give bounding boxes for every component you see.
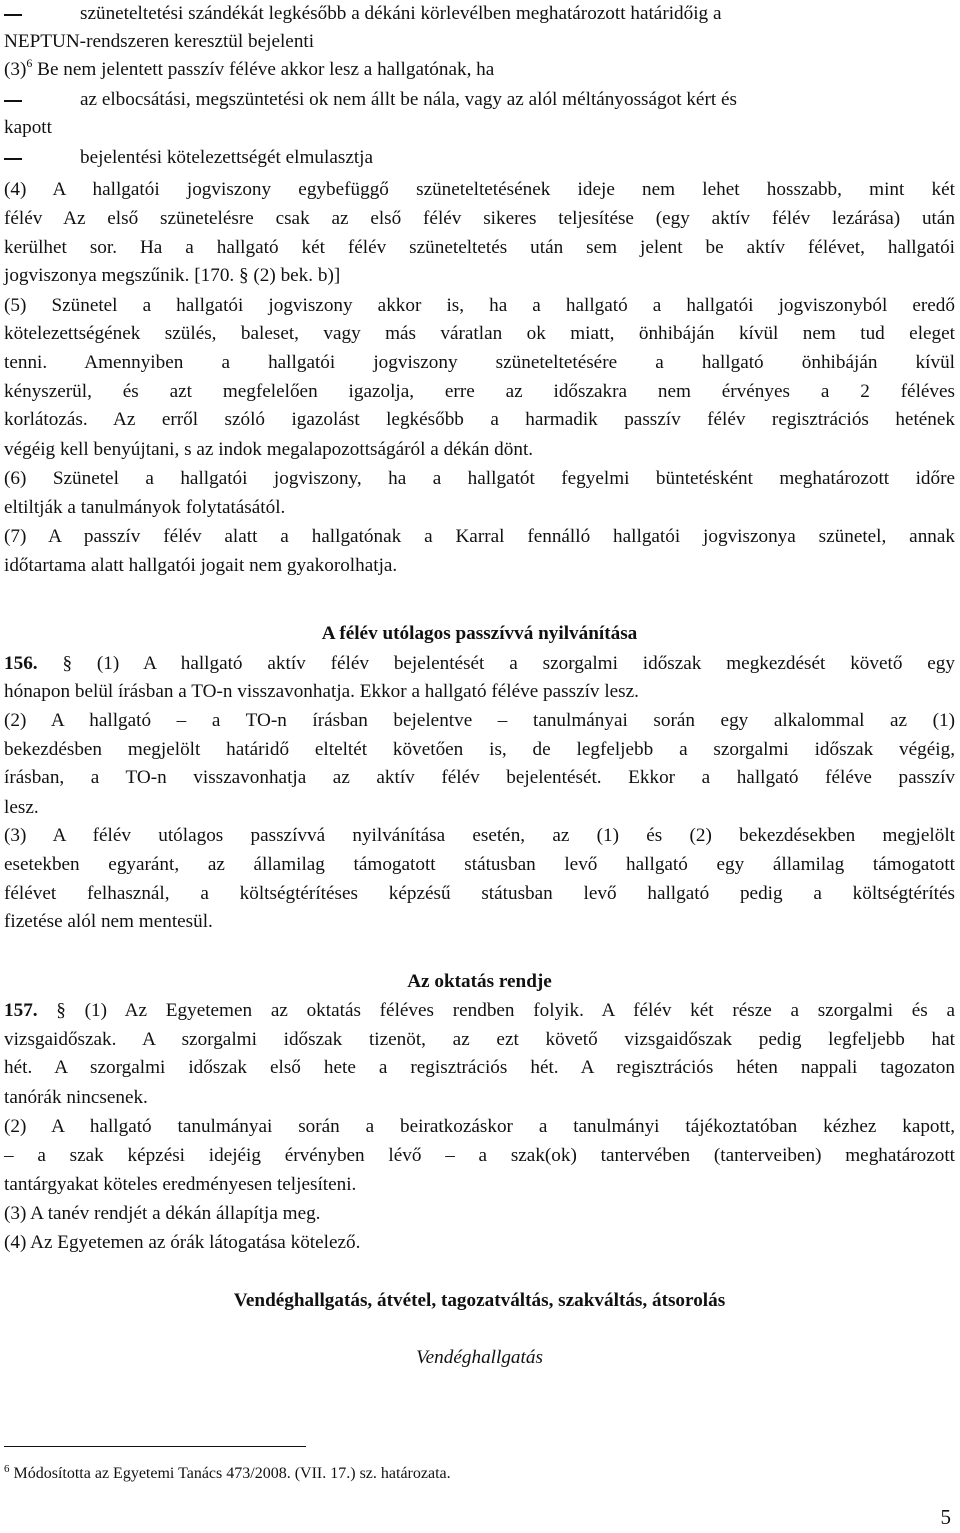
- document-page: [4, 0, 955, 1533]
- text-line: [4, 205, 955, 234]
- line-text: (6) Szünetel a hallgatói jogviszony, ha a hallgatót fegyelmi büntetésként meghatározott időre: [4, 468, 955, 489]
- line-text: végéig kell benyújtani, s az indok megalapozottságáról a dékán dönt.: [4, 439, 534, 460]
- section-number: 157.: [4, 1000, 38, 1021]
- text-line: [4, 1229, 955, 1258]
- line-text: Vendéghallgatás, átvétel, tagozatváltás, szakváltás, átsorolás: [233, 1290, 726, 1311]
- page-number: 5: [940, 1505, 951, 1529]
- line-text: tantárgyakat köteles eredményesen teljesíteni.: [4, 1174, 357, 1195]
- text-line: [4, 1026, 955, 1055]
- line-text: hónapon belül írásban a TO-n visszavonhatja. Ekkor a hallgató féléve passzív lesz.: [4, 681, 639, 702]
- footnote-separator: [4, 1446, 306, 1447]
- text-line: [4, 320, 955, 349]
- text-line: [4, 707, 955, 736]
- text-line: [4, 552, 955, 581]
- text-line: [4, 794, 955, 823]
- line-text: időtartama alatt hallgatói jogait nem gyakorolhatja.: [4, 555, 398, 576]
- line-text: Be nem jelentett passzív féléve akkor lesz a hallgatónak, ha: [32, 59, 495, 80]
- text-line: [4, 851, 955, 880]
- line-text: esetekben egyaránt, az államilag támogatott státusban levő hallgató egy államilag támogatott: [4, 854, 955, 875]
- line-text: (4) Az Egyetemen az órák látogatása kötelező.: [4, 1232, 361, 1253]
- line-text: (2) A hallgató – a TO-n írásban bejelentve – tanulmányai során egy alkalommal az (1): [4, 710, 955, 731]
- line-text: jogviszonya megszűnik. [170. § (2) bek. b)]: [4, 265, 341, 286]
- line-text: (2) A hallgató tanulmányai során a beiratkozáskor a tanulmányi tájékoztatóban kézhez kapott,: [4, 1116, 955, 1137]
- line-text: (5) Szünetel a hallgatói jogviszony akkor is, ha a hallgató a hallgatói jogviszonyból eredő: [4, 295, 955, 316]
- line-text: bekezdésben megjelölt határidő elteltét követően is, de legfeljebb a szorgalmi időszak végéig,: [4, 739, 955, 760]
- line-text: bejelentési kötelezettségét elmulasztja: [80, 147, 374, 168]
- text-line: [4, 349, 955, 378]
- line-text: (7) A passzív félév alatt a hallgatónak a Karral fennálló hallgatói jogviszonya szünetel, annak: [4, 526, 955, 547]
- line-text: NEPTUN-rendszeren keresztül bejelenti: [4, 31, 315, 52]
- paragraph-number: (3): [4, 59, 27, 80]
- footnote-reference[interactable]: 6: [26, 56, 33, 70]
- footnote-mark: 6: [4, 1463, 10, 1475]
- line-text: hét. A szorgalmi időszak első hete a regisztrációs hét. A regisztrációs héten nappali tagozaton: [4, 1057, 955, 1078]
- text-line: [4, 378, 955, 407]
- text-line: [4, 114, 955, 143]
- text-line: [4, 736, 955, 765]
- text-line: [4, 822, 955, 851]
- section-number: 156.: [4, 653, 38, 674]
- indented-text: [80, 86, 955, 115]
- line-text: – a szak képzési idejéig érvényben lévő – a szak(ok) tantervében (tanterveiben) meghatározott: [4, 1145, 955, 1166]
- indented-text: [80, 144, 955, 173]
- text-line: [4, 650, 955, 679]
- text-line: [4, 56, 955, 86]
- line-text: § (1) Az Egyetemen az oktatás féléves rendben folyik. A félév két része a szorgalmi és a: [37, 1000, 955, 1021]
- text-line: [4, 494, 955, 523]
- line-text: A félév utólagos passzívvá nyilvánítása: [321, 623, 638, 644]
- text-line: [4, 1200, 955, 1229]
- dash-bullet: [4, 14, 22, 16]
- line-text: tanórák nincsenek.: [4, 1087, 148, 1108]
- text-line: [4, 1142, 955, 1171]
- line-text: (4) A hallgatói jogviszony egybefüggő szüneteltetésének ideje nem lehet hosszabb, mint két: [4, 179, 955, 200]
- line-text: írásban, a TO-n visszavonhatja az aktív félév bejelentését. Ekkor a hallgató féléve passzív: [4, 767, 955, 788]
- text-line: [4, 406, 955, 435]
- line-text: Vendéghallgatás: [416, 1347, 543, 1368]
- text-line: [4, 176, 955, 205]
- line-text: lesz.: [4, 797, 39, 818]
- line-text: kerülhet sor. Ha a hallgató két félév szüneteltetés után sem jelent be aktív félévet, hallgatói: [4, 237, 955, 258]
- line-text: kapott: [4, 117, 52, 138]
- text-line: [4, 880, 955, 909]
- line-text: szüneteltetési szándékát legkésőbb a dékáni körlevélben meghatározott határidőig a: [80, 3, 722, 24]
- line-text: kötelezettségének szülés, baleset, vagy más váratlan ok miatt, önhibáján kívül nem tud eleget: [4, 323, 955, 344]
- section-heading: [4, 1287, 955, 1316]
- dash-bullet: [4, 100, 22, 102]
- text-line: [4, 523, 955, 552]
- line-text: fizetése alól nem mentesül.: [4, 911, 213, 932]
- line-text: félév Az első szünetelésre csak az első félév sikeres teljesítése (egy aktív félév lezárása) után: [4, 208, 955, 229]
- text-line: [4, 28, 955, 57]
- line-text: az elbocsátási, megszüntetési ok nem állt be nála, vagy az alól méltányosságot kért és: [80, 89, 737, 110]
- section-heading: [4, 620, 955, 649]
- line-text: Az oktatás rendje: [407, 971, 552, 992]
- text-line: [4, 1171, 955, 1200]
- text-line: [4, 436, 955, 465]
- text-line: [4, 292, 955, 321]
- line-text: kényszerül, és azt megfelelően igazolja, erre az időszakra nem érvényes a 2 féléves: [4, 381, 955, 402]
- line-text: (3) A tanév rendjét a dékán állapítja meg.: [4, 1203, 321, 1224]
- line-text: vizsgaidőszak. A szorgalmi időszak tizenöt, az ezt követő vizsgaidőszak pedig legfeljebb hat: [4, 1029, 955, 1050]
- dash-bullet: [4, 158, 22, 160]
- text-line: [4, 1084, 955, 1113]
- line-text: (3) A félév utólagos passzívvá nyilvánítása esetén, az (1) és (2) bekezdésekben megjelölt: [4, 825, 955, 846]
- text-line: [4, 997, 955, 1026]
- line-text: félévet felhasznál, a költségtérítéses képzésű státusban levő hallgató pedig a költségtérítés: [4, 883, 955, 904]
- line-text: korlátozás. Az erről szóló igazolást legkésőbb a harmadik passzív félév regisztrációs hetének: [4, 409, 955, 430]
- text-line: [4, 908, 955, 937]
- indented-text: [80, 0, 955, 29]
- text-line: [4, 234, 955, 263]
- text-line: [4, 262, 955, 291]
- text-line: [4, 465, 955, 494]
- text-line: [4, 678, 955, 707]
- text-line: [4, 764, 955, 793]
- section-heading: [4, 968, 955, 997]
- line-text: eltiltják a tanulmányok folytatásától.: [4, 497, 286, 518]
- text-line: [4, 1113, 955, 1142]
- line-text: § (1) A hallgató aktív félév bejelentését a szorgalmi időszak megkezdését követő egy: [37, 653, 955, 674]
- subsection-heading: [4, 1344, 955, 1373]
- text-line: [4, 1054, 955, 1083]
- line-text: tenni. Amennyiben a hallgatói jogviszony szüneteltetésére a hallgató önhibáján kívül: [4, 352, 955, 373]
- footnote-text: Módosította az Egyetemi Tanács 473/2008. (VII. 17.) sz. határozata.: [9, 1465, 451, 1482]
- footnote: [4, 1460, 451, 1490]
